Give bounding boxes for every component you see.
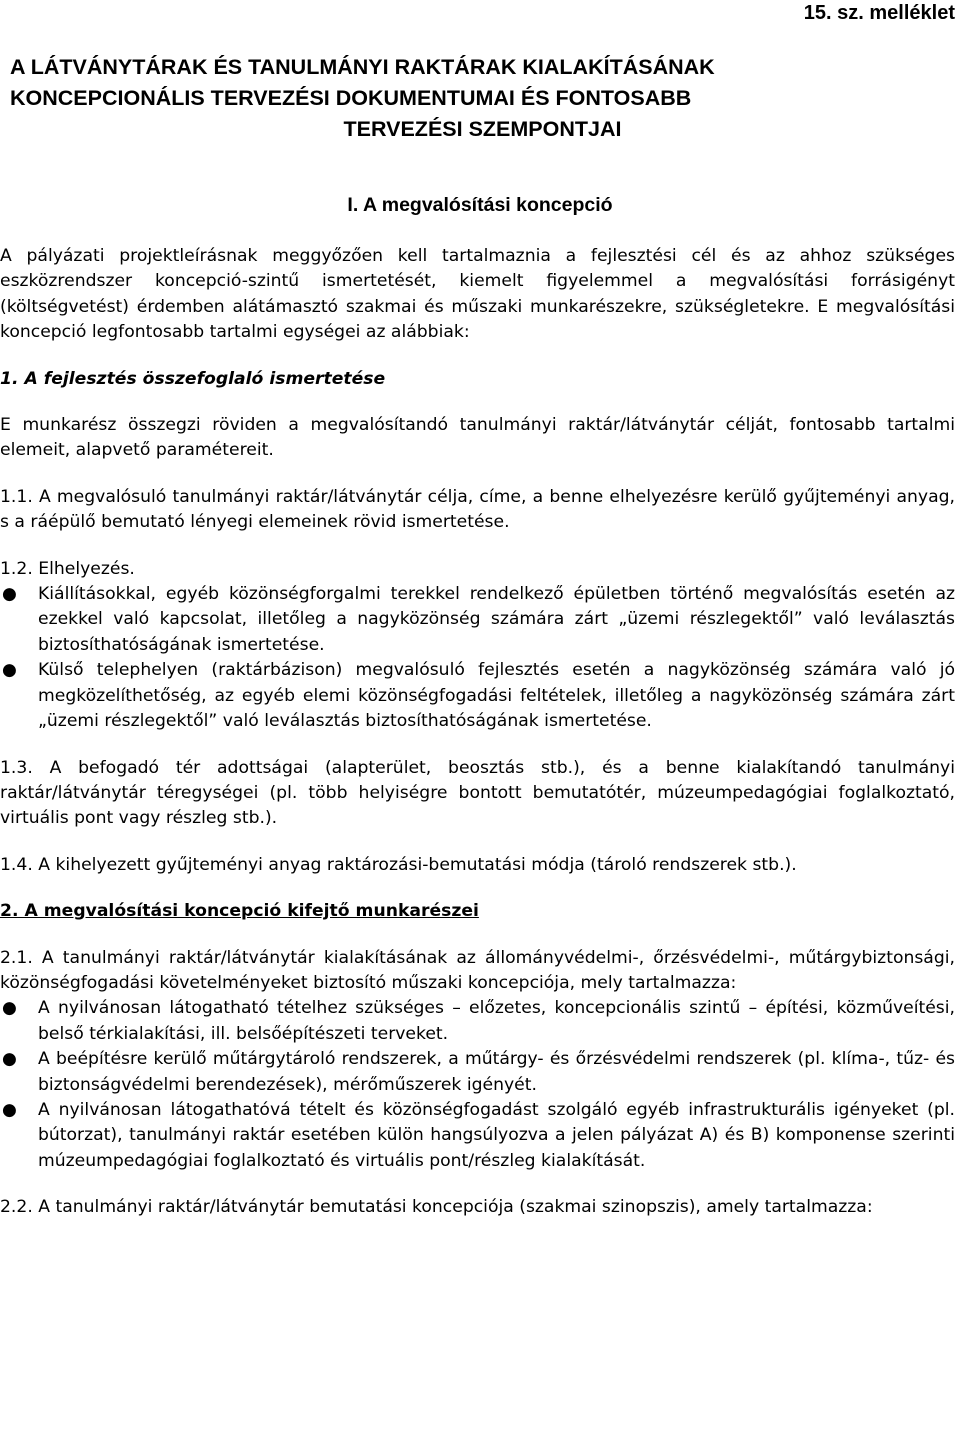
main-title-line-2: KONCEPCIONÁLIS TERVEZÉSI DOKUMENTUMAI ÉS FONTOSABB bbox=[10, 86, 692, 110]
main-title-line-3: TERVEZÉSI SZEMPONTJAI bbox=[343, 117, 622, 141]
bullet-icon: ● bbox=[2, 584, 17, 605]
bullet-icon: ● bbox=[2, 1049, 17, 1070]
paragraph-1-1: 1.1. A megvalósuló tanulmányi raktár/látványtár célja, címe, a benne elhelyezésre kerülő gyűjteményi anyag, s a ráépülő bemutató lényegi elemeinek rövid ismertetése. bbox=[0, 486, 955, 533]
annex-label: 15. sz. melléklet bbox=[803, 2, 955, 24]
list-item: ● A beépítésre kerülő műtárgytároló rendszerek, a műtárgy- és őrzésvédelmi rendszerek (pl. klíma-, tűz- és biztonságvédelmi berendezések), mérőműszerek igényét. bbox=[2, 1049, 955, 1095]
heading-1: 1. A fejlesztés összefoglaló ismertetése bbox=[0, 368, 386, 389]
paragraph-1-3: 1.3. A befogadó tér adottságai (alapterület, beosztás stb.), és a benne kialakítandó tanulmányi raktár/látványtár téregységei (pl. több helyiségre bontott bemutatótér, múzeumpedagógiai foglalkoztató, virtuális pont vagy részleg stb.). bbox=[0, 757, 955, 829]
paragraph-2-1: 2.1. A tanulmányi raktár/látványtár kialakításának az állományvédelmi-, őrzésvédelmi-, műtárgybiztonsági, közönségfogadási követelményeket biztosító műszaki koncepciója, mely tartalmazza: bbox=[0, 947, 955, 993]
heading-2: 2. A megvalósítási koncepció kifejtő munkarészei bbox=[0, 901, 479, 922]
bullet-icon: ● bbox=[2, 1099, 17, 1120]
list-item: ● A nyilvánosan látogathatóvá tételt és közönségfogadást szolgáló egyéb infrastrukturális igényeket (pl. bútorzat), tanulmányi raktár esetében külön hangsúlyozva a jelen pályázat A) és B) komponense szerinti múzeumpedagógiai foglalkoztató és virtuális pont/részleg kialakítását. bbox=[2, 1099, 955, 1171]
bullet-list-1-2 bbox=[0, 582, 955, 734]
main-title-line-1: A LÁTVÁNYTÁRAK ÉS TANULMÁNYI RAKTÁRAK KIALAKÍTÁSÁNAK bbox=[10, 55, 715, 79]
bullet-icon: ● bbox=[2, 660, 17, 681]
list-item: ● Külső telephelyen (raktárbázison) megvalósuló fejlesztés esetén a nagyközönség számára való jó megközelíthetőség, az egyéb elemi közönségfogadási feltételek, illetőleg a nagyközönség számára zárt „üzemi részlegektől” való leválasztás biztosíthatóságának ismertetése. bbox=[2, 660, 955, 732]
paragraph-2-2: 2.2. A tanulmányi raktár/látványtár bemutatási koncepciója (szakmai szinopszis), amely tartalmazza: bbox=[0, 1197, 873, 1218]
section-title: I. A megvalósítási koncepció bbox=[347, 194, 613, 216]
paragraph-1-2: 1.2. Elhelyezés. bbox=[0, 558, 135, 579]
paragraph-1: E munkarész összegzi röviden a megvalósítandó tanulmányi raktár/látványtár célját, fontosabb tartalmi elemeit, alapvető paramétereit. bbox=[0, 415, 955, 461]
bullet-icon: ● bbox=[2, 998, 17, 1019]
list-item: ● A nyilvánosan látogatható tételhez szükséges – előzetes, koncepcionális szintű – építési, közműveítési, belső térkialakítási, ill. belsőépítészeti terveket. bbox=[2, 998, 955, 1044]
list-item: ● Kiállításokkal, egyéb közönségforgalmi terekkel rendelkező épületben történő megvalósítás esetén az ezekkel való kapcsolat, illetőleg a nagyközönség számára zárt „üzemi részlegektől” való leválasztás biztosíthatóságának ismertetése. bbox=[2, 584, 955, 655]
document-body bbox=[0, 244, 955, 1221]
main-title bbox=[10, 52, 955, 145]
intro-paragraph: A pályázati projektleírásnak meggyőzően kell tartalmaznia a fejlesztési cél és az ahhoz szükséges eszközrendszer koncepció-szintű ismertetését, kiemelt figyelemmel a megvalósítási forrásigényt (költségvetést) érdemben alátámasztó szakmai és műszaki munkarészekre, szükségletekre. E megvalósítási koncepció legfontosabb tartalmi egységei az alábbiak: bbox=[0, 246, 955, 343]
paragraph-1-4: 1.4. A kihelyezett gyűjteményi anyag raktározási-bemutatási módja (tároló rendszerek stb.). bbox=[0, 854, 797, 875]
bullet-list-2-1 bbox=[0, 996, 955, 1174]
